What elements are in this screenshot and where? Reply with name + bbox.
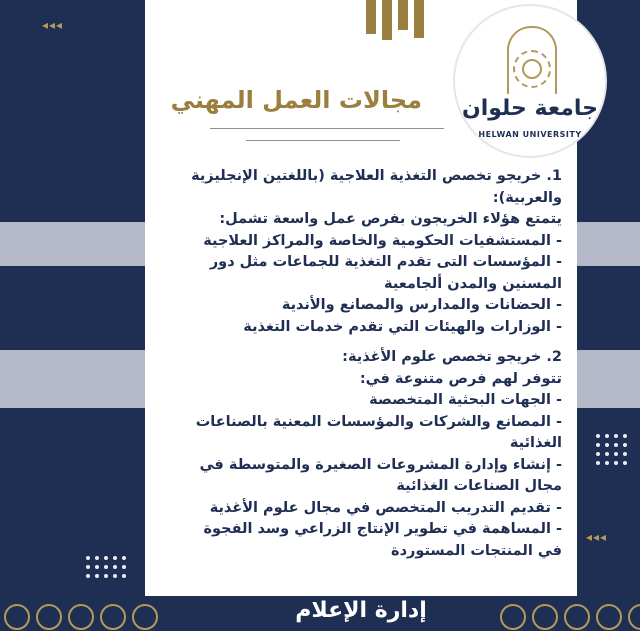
page-title: مجالات العمل المهني (170, 86, 422, 114)
section1-heading: 1. خريجو تخصص التغذية العلاجية (باللغتين الإنجليزية والعربية): (191, 168, 562, 206)
decor-arrows-right: ◂◂◂ (586, 530, 608, 544)
list-item: - الوزارات والهيئات التي تقدم خدمات التغذية (243, 318, 562, 335)
decor-dots-left (86, 556, 126, 578)
content-body (180, 166, 562, 562)
list-item: - الحضانات والمدارس والمصانع والأندية (281, 297, 562, 313)
section1-intro: يتمتع هؤلاء الخريجون بفرص عمل واسعة تشمل: (219, 211, 562, 227)
list-item: - إنشاء وإدارة المشروعات الصغيرة والمتوسطة في مجال الصناعات الغذائية (199, 456, 562, 494)
section2-intro: تتوفر لهم فرص متنوعة في: (359, 370, 562, 387)
logo-english-text: HELWAN UNIVERSITY (478, 130, 582, 139)
list-item: - المصانع والشركات والمؤسسات المعنية بالصناعات الغذائية (195, 413, 562, 451)
logo-arabic-text: جامعة حلوان (461, 96, 599, 121)
footer-department: إدارة الإعلام (295, 598, 427, 623)
list-item: - المساهمة في تطوير الإنتاج الزراعي وسد الفجوة في المنتجات المستوردة (203, 521, 562, 559)
title-divider-bottom (246, 140, 400, 141)
list-item: - المؤسسات التى تقدم التغذية للجماعات مثل دور المسنين والمدن ألجامعية (209, 254, 562, 292)
university-logo (455, 6, 605, 156)
title-divider-top (210, 128, 444, 129)
list-item: - الجهات البحثية المتخصصة (369, 392, 562, 408)
logo-core-icon (522, 59, 542, 79)
decor-dots-right (596, 434, 627, 465)
list-item: - تقديم التدريب المتخصص في مجال علوم الأغذية (209, 499, 562, 516)
decor-gold-bars (366, 0, 426, 42)
decor-arrows-left: ◂◂◂ (42, 18, 64, 32)
section2-heading: 2. خريجو تخصص علوم الأغذية: (342, 349, 562, 365)
decor-ornaments-left (4, 598, 158, 631)
list-item: - المستشفيات الحكومية والخاصة والمراكز العلاجية (203, 232, 562, 249)
